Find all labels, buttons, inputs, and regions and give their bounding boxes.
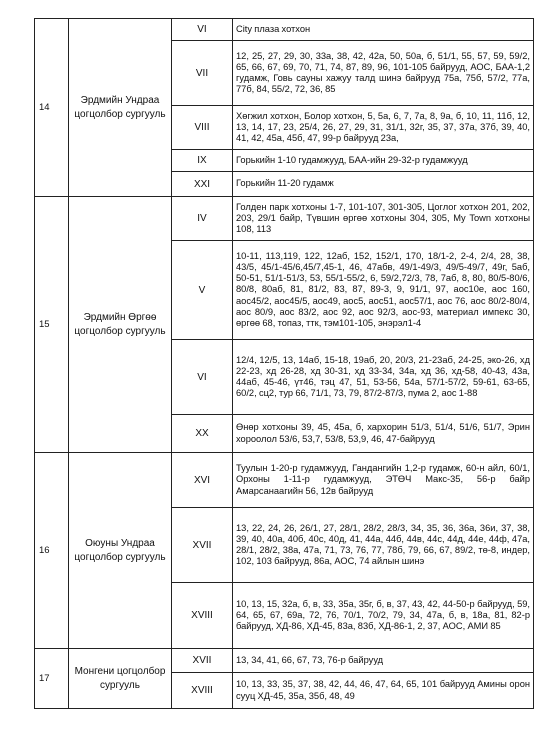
address-cell: 10, 13, 15, 32а, б, в, 33, 35а, 35г, б, в, 37, 43, 42, 44-50-р байрууд, 59, 64, 65, 67, 69а, 72, 76, 70/1, 70/2, 79, 34, 47а, б, в, 18а, 81, 82-р байрууд, ХД-86, ХД-45, 83а, 83б, ХД-86-1, 2, 37, АОС, АМИ 85	[233, 583, 534, 649]
table-row	[35, 453, 534, 508]
address-cell: 10-11, 113,119, 122, 12аб, 152, 152/1, 170, 18/1-2, 2-4, 2/4, 28, 38, 43/5, 45/1-45/6,45/7,45-1, 46, 47абв, 49/1-49/3, 49/5-49/7, 49г, 5аб, 50-51, 51/1-51/3, 53, 55/1-55/2, 6, 59/2,72/3, 78, 7аб, 8, 80, 80/5-80/6, 80/8, 80аб, 81, 81/2, 83, 87, 89-3, 9, 91/1, 97, аос10е, аос 160, аос45/2, аос45/5, аос49, аос5, аос51, аос57/1, аос 76, аос 80/2-80/4, аос 80/9, аос 83/2, аос 92, аос 92/3, аос-93, материал импекс 30, өргөө 68, топаз, ттк, тэм101-105, энэрэл1-4	[233, 241, 534, 340]
address-cell: 10, 13, 33, 35, 37, 38, 42, 44, 46, 47, 64, 65, 101 байрууд Амины орон сууц ХД-45, 35а, 35б, 48, 49	[233, 673, 534, 709]
row-number: 14	[35, 19, 69, 197]
grade-cell: V	[172, 241, 233, 340]
school-district-table	[34, 18, 534, 709]
row-number: 16	[35, 453, 69, 649]
address-cell: Горькийн 11-20 гудамж	[233, 172, 534, 197]
address-cell: Өнөр хотхоны 39, 45, 45а, б, хархорин 51/3, 51/4, 51/6, 51/7, Эрин хороолол 53/6, 53,7, 53/8, 53,9, 46, 47-байрууд	[233, 415, 534, 453]
grade-cell: XVII	[172, 649, 233, 673]
table-row	[35, 19, 534, 41]
grade-cell: VI	[172, 340, 233, 415]
school-name: Монгени цогцолбор сургууль	[69, 649, 172, 709]
school-name: Эрдмийн Өргөө цогцолбор сургууль	[69, 197, 172, 453]
address-cell: Горькийн 1-10 гудамжууд, БАА-ийн 29-32-р гудамжууд	[233, 150, 534, 172]
school-district-table-page	[34, 18, 534, 709]
grade-cell: IX	[172, 150, 233, 172]
grade-cell: XVIII	[172, 673, 233, 709]
school-name: Эрдмийн Ундраа цогцолбор сургууль	[69, 19, 172, 197]
address-cell: 13, 34, 41, 66, 67, 73, 76-р байрууд	[233, 649, 534, 673]
grade-cell: XVII	[172, 508, 233, 583]
grade-cell: XX	[172, 415, 233, 453]
address-cell: Туулын 1-20-р гудамжууд, Гандангийн 1,2-р гудамж, 60-н айл, 60/1, Орхоны 1-11-р гудамжууд, ЭТӨЧ Макс-35, 56-р байр Амарсанаагийн 56, 12в байрууд	[233, 453, 534, 508]
grade-cell: XVIII	[172, 583, 233, 649]
address-cell: 12/4, 12/5, 13, 14аб, 15-18, 19аб, 20, 20/3, 21-23аб, 24-25, эко-26, хд 22-23, хд 26-28, хд 30-31, хд 33-34, 34а, хд 36, хд-58, 40-43, 43а, 44аб, 45-46, үт46, тэц 47, 51, 53-56, 54а, 57/1-57/2, 59-61, 63-65, 60/2, сц2, тур 66, 71/1, 73, 79, 87/2-87/3, пума 2, аос 1-88	[233, 340, 534, 415]
grade-cell: VIII	[172, 106, 233, 150]
table-row	[35, 649, 534, 673]
address-cell: City плаза хотхон	[233, 19, 534, 41]
address-cell: Хөгжил хотхон, Болор хотхон, 5, 5а, 6, 7, 7а, 8, 9а, б, 10, 11, 11б, 12, 13, 14, 17, 23, 25/4, 26, 27, 29, 31, 31/1, 32г, 35, 37, 37а, 37б, 39, 40, 41, 42, 45а, 45б, 47, 99-р байрууд 23а,	[233, 106, 534, 150]
grade-cell: IV	[172, 197, 233, 241]
table-row	[35, 197, 534, 241]
address-cell: 12, 25, 27, 29, 30, 33а, 38, 42, 42а, 50, 50а, б, 51/1, 55, 57, 59, 59/2, 65, 66, 67, 69, 70, 71, 74, 87, 89, 96, 101-105 байрууд, АОС, БАА-1,2 гудамж, Говь сауны хажуу талд шинэ байрууд 75а, 75б, 57/2, 77а, 77б, 84, 55/2, 72, 36, 85	[233, 41, 534, 106]
row-number: 17	[35, 649, 69, 709]
grade-cell: VI	[172, 19, 233, 41]
grade-cell: VII	[172, 41, 233, 106]
grade-cell: XXI	[172, 172, 233, 197]
address-cell: 13, 22, 24, 26, 26/1, 27, 28/1, 28/2, 28/3, 34, 35, 36, 36а, 36и, 37, 38, 39, 40, 40а, 40б, 40с, 40д, 41, 44а, 44б, 44в, 44с, 44д, 44е, 44ф, 47а, 28/1, 28/2, 38а, 47а, 71, 73, 76, 77, 78б, 79, 66, 67, 89/2, тө-8, индер, 102, 103 байрууд, 86а, АОС, 74 айлын шинэ	[233, 508, 534, 583]
school-name: Оюуны Ундраа цогцолбор сургууль	[69, 453, 172, 649]
grade-cell: XVI	[172, 453, 233, 508]
row-number: 15	[35, 197, 69, 453]
address-cell: Голден парк хотхоны 1-7, 101-107, 301-305, Цоглог хотхон 201, 202, 203, 29/1 байр, Түвшин өргөө хотхоны 304, 305, Му Town хотхоны 108, 113	[233, 197, 534, 241]
